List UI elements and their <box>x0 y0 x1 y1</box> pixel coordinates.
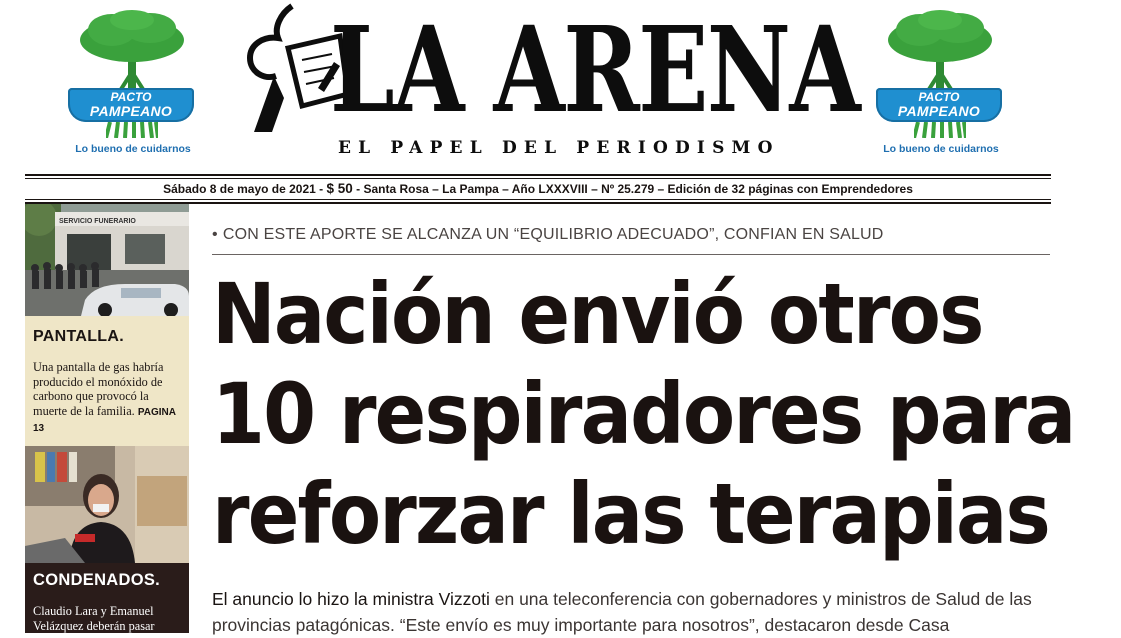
tree-icon <box>78 10 186 96</box>
page-reference: PAGINA 13 <box>33 406 176 434</box>
divider <box>25 199 1051 200</box>
divider <box>25 174 1051 176</box>
pacto-line1: PACTO <box>110 90 152 104</box>
newspaper-title: LA ARENA <box>330 0 860 139</box>
dateline-price: $ 50 <box>326 181 353 196</box>
brief-pantalla[interactable] <box>25 316 189 446</box>
story-eyebrow <box>212 226 1050 255</box>
headline-line: Nación envió otros <box>212 265 983 363</box>
pacto-line2: PAMPEANO <box>89 103 173 119</box>
pacto-banner <box>876 88 1002 122</box>
funeral-sign: SERVICIO FUNERARIO <box>59 218 136 225</box>
field-stripes-icon <box>914 122 966 138</box>
divider <box>25 178 1051 179</box>
funeral-home-photo <box>25 204 189 316</box>
story-headline[interactable] <box>212 264 1075 564</box>
brief-kicker: PANTALLA. <box>33 328 124 345</box>
brief-text: Una pantalla de gas habría producido el monóxido de carbono que provocó la muerte de la familia. <box>33 360 164 418</box>
courtroom-photo <box>25 446 189 563</box>
field-stripes-icon <box>106 122 158 138</box>
lede-text: en una teleconferencia con gobernadores y ministros de Salud de las provincias patagónicas. “Este envío es muy importante para nosotros”, destacaron desde Casa <box>212 589 1032 635</box>
dateline-details: - Santa Rosa – La Pampa – Año LXXXVIII – Nº 25.279 – Edición de 32 páginas con Emprendedores <box>352 182 913 196</box>
pacto-pampeano-logo-left <box>68 10 198 160</box>
lede-lead-in: El anuncio lo hizo la ministra Vizzoti <box>212 589 490 609</box>
newspaper-tagline: EL PAPEL DEL PERIODISMO <box>338 138 780 158</box>
pacto-tagline: Lo bueno de cuidarnos <box>75 143 191 155</box>
brief-body: Claudio Lara y Emanuel Velázquez deberán pasar <box>33 604 155 633</box>
bullet-icon: • <box>212 226 218 243</box>
pacto-line1: PACTO <box>918 90 960 104</box>
story-lede <box>212 586 1042 638</box>
dateline-date: Sábado 8 de mayo de 2021 - <box>163 182 327 196</box>
pacto-tagline: Lo bueno de cuidarnos <box>883 143 999 155</box>
tree-icon <box>886 10 994 96</box>
dateline <box>25 181 1051 196</box>
brief-condenados[interactable] <box>25 563 189 633</box>
brief-body <box>33 360 183 437</box>
pacto-line2: PAMPEANO <box>897 103 981 119</box>
pacto-banner <box>68 88 194 122</box>
headline-line: reforzar las terapias <box>212 465 1050 563</box>
brief-kicker: CONDENADOS. <box>33 571 161 589</box>
headline-line: 10 respiradores para <box>212 365 1075 463</box>
pacto-pampeano-logo-right <box>876 10 1006 160</box>
eyebrow-text: CON ESTE APORTE SE ALCANZA UN “EQUILIBRIO ADECUADO”, CONFIAN EN SALUD <box>222 226 884 243</box>
sidebar-column <box>25 204 189 633</box>
